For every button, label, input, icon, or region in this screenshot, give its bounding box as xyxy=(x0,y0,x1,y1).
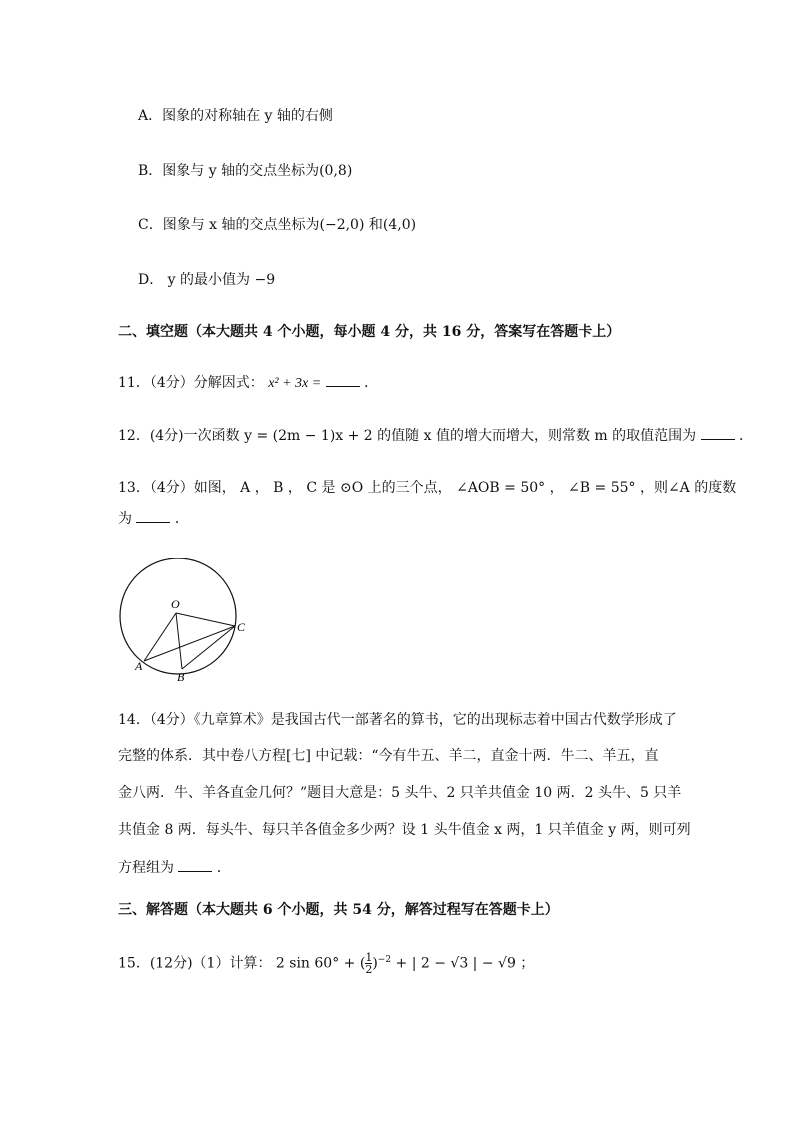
option-d: D． y 的最小值为 −9 xyxy=(138,272,276,288)
option-b: B．图象与 y 轴的交点坐标为(0,8) xyxy=(138,163,353,179)
q11-expression: x² + 3x = xyxy=(268,376,322,391)
q15-fraction-denominator: 2 xyxy=(365,963,373,977)
section-3-heading: 三、解答题（本大题共 6 个小题，共 54 分，解答过程写在答题卡上） xyxy=(118,902,559,918)
q11-prefix: 11．（4分）分解因式： xyxy=(118,375,264,391)
label-a: A xyxy=(135,659,143,673)
q12-suffix: ． xyxy=(739,428,754,444)
q15-power: −2 xyxy=(377,955,392,965)
q15-fraction-numerator: 1 xyxy=(365,951,373,965)
label-b: B xyxy=(177,670,185,684)
q11-suffix: ． xyxy=(364,375,379,391)
segment-oa xyxy=(144,613,176,661)
option-c: C．图象与 x 轴的交点坐标为(−2,0) 和(4,0) xyxy=(138,217,417,233)
q12-answer-blank[interactable] xyxy=(701,425,735,440)
question-15: 15．(12分)（1）计算： 2 sin 60° + ( $\frac{1}{2}$ )$^{-2}$ + | 2 − √3 | − √9 ； xyxy=(118,951,535,977)
q15-rest: + | 2 − √3 | − √9 ； xyxy=(395,955,535,972)
question-14-line-4: 共值金 8 两．每头牛、每只羊各值金多少两？设 1 头牛值金 x 两，1 只羊值金 y 两，则可列 xyxy=(118,822,691,838)
segment-ob xyxy=(176,613,182,669)
question-12 xyxy=(118,425,753,446)
q13-suffix: ． xyxy=(174,511,189,527)
label-o: O xyxy=(171,597,180,611)
q13-answer-blank[interactable] xyxy=(136,508,170,523)
circle-o xyxy=(120,558,236,674)
q14-line5-text: 方程组为 xyxy=(118,860,174,876)
segment-oc xyxy=(176,613,235,626)
q12-text: 12．(4分)一次函数 y = (2m − 1)x + 2 的值随 x 值的增大而增大，则常数 m 的取值范围为 xyxy=(118,428,697,444)
question-14-line-5 xyxy=(118,857,231,878)
q15-prefix: 15．(12分)（1）计算： 2 sin 60° + ( xyxy=(118,955,366,972)
option-a: A．图象的对称轴在 y 轴的右侧 xyxy=(138,108,333,124)
question-13-line-1: 13．（4分）如图， A ， B ， C 是 ⊙O 上的三个点， ∠AOB = 50° ， ∠B = 55° ，则∠A 的度数 xyxy=(118,480,737,496)
label-c: C xyxy=(237,620,246,634)
q15-fraction xyxy=(365,952,372,975)
q14-suffix: ． xyxy=(216,860,231,876)
q14-answer-blank[interactable] xyxy=(178,857,212,872)
question-14-line-1: 14．（4分）《九章算术》是我国古代一部著名的算书，它的出现标志着中国古代数学形成了 xyxy=(118,712,677,728)
question-13-line-2 xyxy=(118,508,189,529)
q11-answer-blank[interactable] xyxy=(326,372,360,387)
question-11 xyxy=(118,372,378,394)
question-14-line-3: 金八两．牛、羊各直金几何？”题目大意是：5 头牛、2 只羊共值金 10 两．2 头牛、5 只羊 xyxy=(118,785,682,801)
segment-ac xyxy=(144,626,235,661)
circle-figure xyxy=(116,558,256,688)
q13-line2-text: 为 xyxy=(118,511,132,527)
question-14-line-2: 完整的体系．其中卷八方程[七] 中记载：“今有牛五、羊二，直金十两．牛二、羊五，直 xyxy=(118,748,659,764)
section-2-heading: 二、填空题（本大题共 4 个小题，每小题 4 分，共 16 分，答案写在答题卡上） xyxy=(118,324,621,340)
